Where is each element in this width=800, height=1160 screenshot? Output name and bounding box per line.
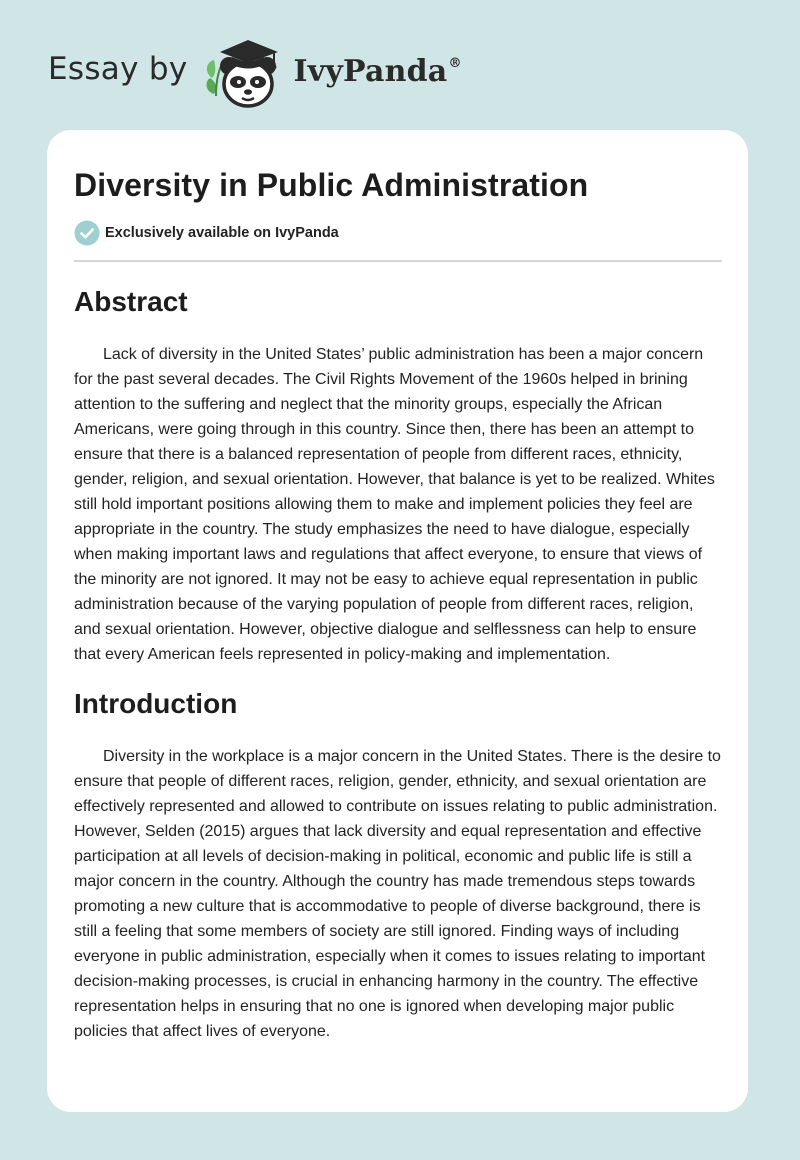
brand-name: IvyPanda® [293, 53, 462, 89]
check-circle-icon [74, 220, 100, 246]
section-heading: Introduction [74, 688, 238, 719]
divider [74, 260, 722, 262]
section-introduction [74, 688, 722, 1044]
page-title: Diversity in Public Administration [74, 167, 589, 203]
badge-text: Exclusively available on IvyPanda [105, 225, 339, 241]
section-paragraph: Diversity in the workplace is a major concern in the United States. There is the desire to ensure that people of different races, religion, gender, ethnicity, and sexual orientation are effectively represented and allowed to contribute on issues relating to public administration. However, Selden (2015) argues that lack diversity and equal representation and effective participation at all levels of decision-making in political, economic and public life is still a major concern in the country. Although the country has made tremendous steps towards promoting a new culture that is accommodative to people of diverse background, there is still a feeling that some members of society are still ignored. Finding ways of including everyone in public administration, especially when it comes to issues relating to important decision-making processes, is crucial in enhancing harmony in the country. The effective representation helps in ensuring that no one is ignored when developing major public policies that affect lives of everyone. [74, 748, 721, 1040]
section-heading: Abstract [74, 286, 188, 317]
brand-header [48, 32, 462, 112]
section-abstract [74, 286, 722, 667]
brand-prefix: Essay by [48, 51, 188, 87]
exclusive-badge [74, 220, 722, 246]
panda-graduate-icon [202, 32, 292, 112]
article-card [47, 130, 748, 1112]
section-paragraph: Lack of diversity in the United States’ public administration has been a major concern for the past several decades. The Civil Rights Movement of the 1960s helped in brining attention to the suffering and neglect that the minority groups, especially the African Americans, were going through in this country. Since then, there has been an attempt to ensure that there is a balanced representation of people from different races, ethnicity, gender, religion, and sexual orientation. However, that balance is yet to be realized. Whites still hold important positions allowing them to make and implement policies they feel are appropriate in the country. The study emphasizes the need to have dialogue, especially when making important laws and regulations that affect everyone, to ensure that views of the minority are not ignored. It may not be easy to achieve equal representation in public administration because of the varying population of people from different races, religion, and sexual orientation. However, objective dialogue and selflessness can help to ensure that every American feels represented in policy-making and implementation. [74, 346, 715, 663]
